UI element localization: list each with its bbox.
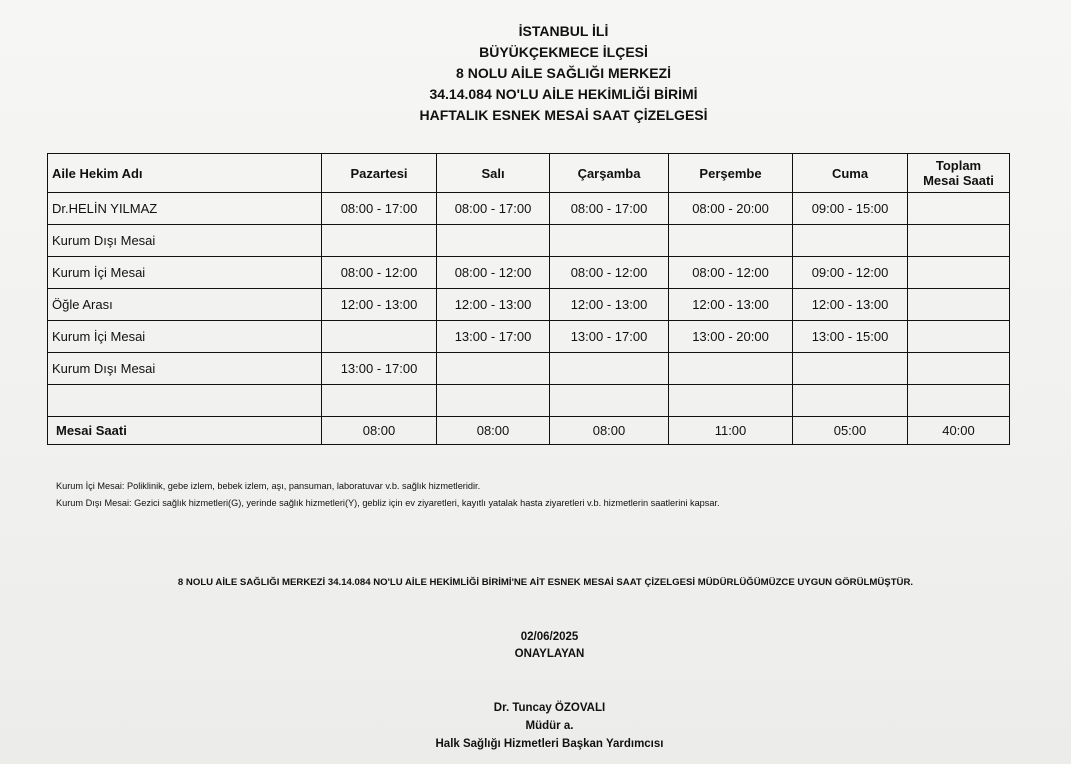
- table-cell: [322, 321, 437, 353]
- approval-date: 02/06/2025: [520, 631, 579, 643]
- header-province: İSTANBUL İLİ: [518, 23, 609, 39]
- table-cell: 12:00 - 13:00: [550, 289, 669, 321]
- table-cell: 13:00 - 20:00: [669, 321, 793, 353]
- table-cell: [908, 225, 1010, 257]
- signer-name: Dr. Tuncay ÖZOVALI: [493, 702, 606, 714]
- header-health-center: 8 NOLU AİLE SAĞLIĞI MERKEZİ: [456, 65, 671, 81]
- table-cell: 09:00 - 12:00: [793, 257, 908, 289]
- table-cell: [908, 385, 1010, 417]
- column-header-friday: Cuma: [793, 154, 908, 193]
- table-cell: [437, 385, 550, 417]
- table-cell: 09:00 - 15:00: [793, 193, 908, 225]
- note-external-duty: Kurum Dışı Mesai: Gezici sağlık hizmetleri(G), yerinde sağlık hizmetleri(Y), gebliz için ev ziyaretleri, kayıtlı yatalak hasta ziyaretleri v.b. hizmetlerin saatlerini kapsar.: [56, 498, 720, 508]
- total-cell-friday: 05:00: [793, 417, 908, 445]
- schedule-table: [47, 153, 1010, 445]
- approval-block: [14, 629, 1071, 663]
- table-row: [48, 353, 1010, 385]
- column-header-tuesday: Salı: [437, 154, 550, 193]
- table-cell: 08:00 - 12:00: [669, 257, 793, 289]
- table-cell: [908, 257, 1010, 289]
- total-cell-monday: 08:00: [322, 417, 437, 445]
- table-cell: 08:00 - 12:00: [437, 257, 550, 289]
- total-row: [48, 417, 1010, 445]
- table-cell: [669, 353, 793, 385]
- table-row: [48, 385, 1010, 417]
- table-cell: [322, 225, 437, 257]
- table-cell: 12:00 - 13:00: [669, 289, 793, 321]
- table-cell: 08:00 - 20:00: [669, 193, 793, 225]
- document-header: [28, 21, 1071, 126]
- table-header-row: [48, 154, 1010, 193]
- column-header-total-line1: Toplam: [935, 158, 982, 173]
- table-cell: 08:00 - 17:00: [550, 193, 669, 225]
- table-cell: [437, 225, 550, 257]
- table-cell: 08:00 - 17:00: [437, 193, 550, 225]
- table-cell: [437, 353, 550, 385]
- table-cell: [793, 353, 908, 385]
- header-title: HAFTALIK ESNEK MESAİ SAAT ÇİZELGESİ: [419, 107, 708, 123]
- row-label: [48, 385, 322, 417]
- table-row: [48, 193, 1010, 225]
- table-cell: [908, 321, 1010, 353]
- total-cell-tuesday: 08:00: [437, 417, 550, 445]
- table-cell: 08:00 - 17:00: [322, 193, 437, 225]
- table-cell: 12:00 - 13:00: [437, 289, 550, 321]
- row-label: Kurum İçi Mesai: [48, 257, 322, 289]
- table-cell: 13:00 - 17:00: [550, 321, 669, 353]
- column-header-total: [908, 154, 1010, 193]
- table-cell: 13:00 - 15:00: [793, 321, 908, 353]
- table-row: [48, 225, 1010, 257]
- column-header-doctor: Aile Hekim Adı: [48, 154, 322, 193]
- table-cell: [550, 225, 669, 257]
- table-cell: [322, 385, 437, 417]
- column-header-monday: Pazartesi: [322, 154, 437, 193]
- signer-position: Halk Sağlığı Hizmetleri Başkan Yardımcısı: [435, 738, 664, 750]
- row-label: Öğle Arası: [48, 289, 322, 321]
- table-cell: [550, 385, 669, 417]
- approval-statement: 8 NOLU AİLE SAĞLIĞI MERKEZİ 34.14.084 NO'LU AİLE HEKİMLİĞİ BİRİMİ'NE AİT ESNEK MESAİ SAAT ÇİZELGESİ MÜDÜRLÜĞÜMÜZCE UYGUN GÖRÜLMÜŞTÜR.: [177, 577, 914, 588]
- table-row: [48, 289, 1010, 321]
- table-cell: [908, 289, 1010, 321]
- row-label: Kurum Dışı Mesai: [48, 225, 322, 257]
- table-cell: [669, 225, 793, 257]
- table-cell: [908, 193, 1010, 225]
- table-cell: [908, 353, 1010, 385]
- table-cell: [550, 353, 669, 385]
- column-header-total-line2: Mesai Saati: [923, 173, 994, 188]
- approver-label: ONAYLAYAN: [514, 648, 585, 660]
- table-cell: 13:00 - 17:00: [437, 321, 550, 353]
- table-cell: [669, 385, 793, 417]
- total-cell-thursday: 11:00: [669, 417, 793, 445]
- row-label: Kurum İçi Mesai: [48, 321, 322, 353]
- signature-block: [14, 699, 1071, 753]
- column-header-thursday: Perşembe: [669, 154, 793, 193]
- table-cell: [793, 385, 908, 417]
- total-row-label: Mesai Saati: [48, 417, 322, 445]
- table-row: [48, 257, 1010, 289]
- table-cell: 12:00 - 13:00: [322, 289, 437, 321]
- table-cell: [793, 225, 908, 257]
- table-row: [48, 321, 1010, 353]
- total-cell-wednesday: 08:00: [550, 417, 669, 445]
- column-header-wednesday: Çarşamba: [550, 154, 669, 193]
- table-cell: 12:00 - 13:00: [793, 289, 908, 321]
- row-label: Dr.HELİN YILMAZ: [48, 193, 322, 225]
- table-cell: 08:00 - 12:00: [550, 257, 669, 289]
- table-cell: 08:00 - 12:00: [322, 257, 437, 289]
- signer-title: Müdür a.: [525, 720, 574, 732]
- header-unit: 34.14.084 NO'LU AİLE HEKİMLİĞİ BİRİMİ: [429, 86, 698, 102]
- row-label: Kurum Dışı Mesai: [48, 353, 322, 385]
- total-cell-week: 40:00: [908, 417, 1010, 445]
- table-cell: 13:00 - 17:00: [322, 353, 437, 385]
- header-district: BÜYÜKÇEKMECE İLÇESİ: [479, 44, 648, 60]
- notes-section: [56, 478, 720, 512]
- note-internal-duty: Kurum İçi Mesai: Poliklinik, gebe izlem, bebek izlem, aşı, pansuman, laboratuvar v.b. sağlık hizmetleridir.: [56, 481, 481, 491]
